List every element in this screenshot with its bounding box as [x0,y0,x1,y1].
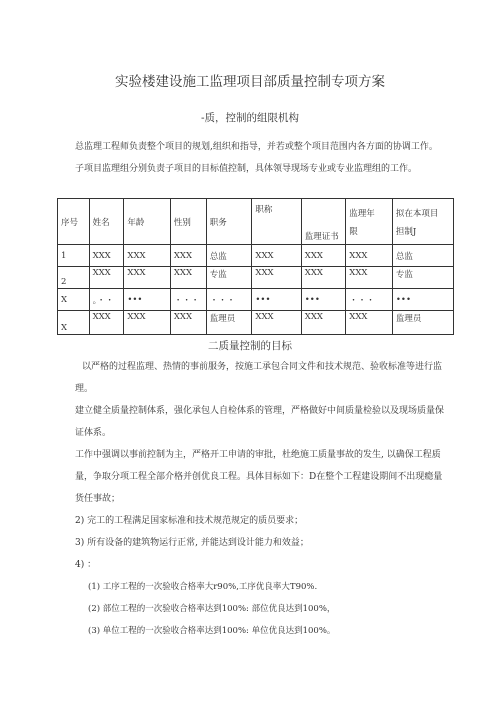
table-cell: 2 [58,267,90,289]
table-cell: ••• [301,289,346,311]
table-row [58,311,454,335]
target-item: (1) 工序工程的一次验收合格率大r90%,工序优良率大T90%. [88,582,318,592]
intro-paragraph-2: 子项目监理组分别负责子项目的目标值控制，具体领导现场专业或专业监理组的工作。 [75,164,418,174]
section-heading-organization: -质，控制的组限机构 [200,112,300,124]
table-cell: ・・・ [346,289,393,311]
table-cell: 专监 [206,267,252,289]
table-cell: XXX [301,245,346,267]
table-cell: XXX [124,267,170,289]
target-item: (3) 单位工程的一次验收合格率达到100%: 单位优良达到100%。 [88,626,336,636]
header-cell: 监理证书 [301,199,346,245]
table-cell: X [58,289,90,311]
table-cell: 总监 [392,245,453,267]
table-cell: XXX [170,245,206,267]
header-line: 监理年 [349,208,375,219]
target-item: (2) 部位工程的一次验收合格率达到100%: 部位优良达到100%， [88,604,336,614]
header-cell-years [346,199,393,245]
header-line: 担制J [395,226,417,237]
table-cell: 专监 [392,267,453,289]
table-cell: ••• [252,289,301,311]
table-cell: 监理员 [206,311,252,335]
table-row [58,289,454,311]
table-cell: 。・・ [89,289,124,311]
table-cell: XXX [89,267,124,289]
section-heading-quality-targets: 二质量控制的目标 [208,340,292,352]
body-line: 4) ： [75,560,97,570]
table-cell: XXX [346,267,393,289]
body-line: 理。 [75,384,94,394]
table-cell: 监理员 [392,311,453,335]
body-line: 工作中强调以事前控制为主，严格开工申请的审批，杜绝施工质量事故的发生, 以确保工程质 [75,450,441,460]
header-cell: 姓名 [89,199,124,245]
table-cell: ••• [392,289,453,311]
header-line: 拟在本项目 [395,208,439,219]
table-cell: XXX [170,311,206,335]
header-cell: 性别 [170,199,206,245]
table-row [58,267,454,289]
header-cell: 职称 [252,199,301,245]
table-cell: XXX [252,311,301,335]
body-line: 以严格的过程监理、热情的事前服务，按施工承包合同文件和技术规范、验收标准等进行监 [82,362,443,372]
table-cell: XXX [89,311,124,335]
table-cell: XXX [124,245,170,267]
table-cell: XXX [124,311,170,335]
body-line: 货任事故； [75,494,121,504]
table-cell: XXX [346,245,393,267]
document-title: 实验楼建设施工监理项目部质量控制专项方案 [115,74,385,90]
table-cell: XXX [252,267,301,289]
table-row [58,245,454,267]
table-cell: ••• [124,289,170,311]
staff-table [57,198,454,335]
body-line: 量，争取分项工程全部介格并创优良工程。具体目标如下：D在整个工程建设期间不出现瘾量 [75,472,443,482]
table-cell: XXX [170,267,206,289]
table-cell: XXX [89,245,124,267]
header-cell: 年龄 [124,199,170,245]
table-cell: 1 [58,245,90,267]
table-cell: XXX [301,311,346,335]
body-line: 证体系。 [75,428,112,438]
intro-paragraph-1: 总监理工程师负责整个项目的规划,组织和指导，并若或整个项目范围内各方面的协调工作。 [75,142,438,152]
header-cell: 职务 [206,199,252,245]
header-cell-role [392,199,453,245]
table-cell: XXX [252,245,301,267]
table-cell: XXX [301,267,346,289]
table-cell: XXX [346,311,393,335]
table-cell: ・・・ [206,289,252,311]
body-line: 建立健全质量控制体系，强化承包人自检体系的管理，严格做好中间质量检验以及现场质量保 [75,406,445,416]
body-line: 3) 所有设备的建筑物运行正常, 并能达到设计能力和效益； [75,538,309,548]
body-line: 2) 完工的工程满足国家标准和技术规范规定的质员要求； [75,516,304,526]
header-line: 限 [349,226,358,237]
header-cell: 序号 [58,199,90,245]
table-header-row [58,199,454,245]
table-cell: ・・・ [170,289,206,311]
table-cell: X [58,311,90,335]
table-cell: 总监 [206,245,252,267]
